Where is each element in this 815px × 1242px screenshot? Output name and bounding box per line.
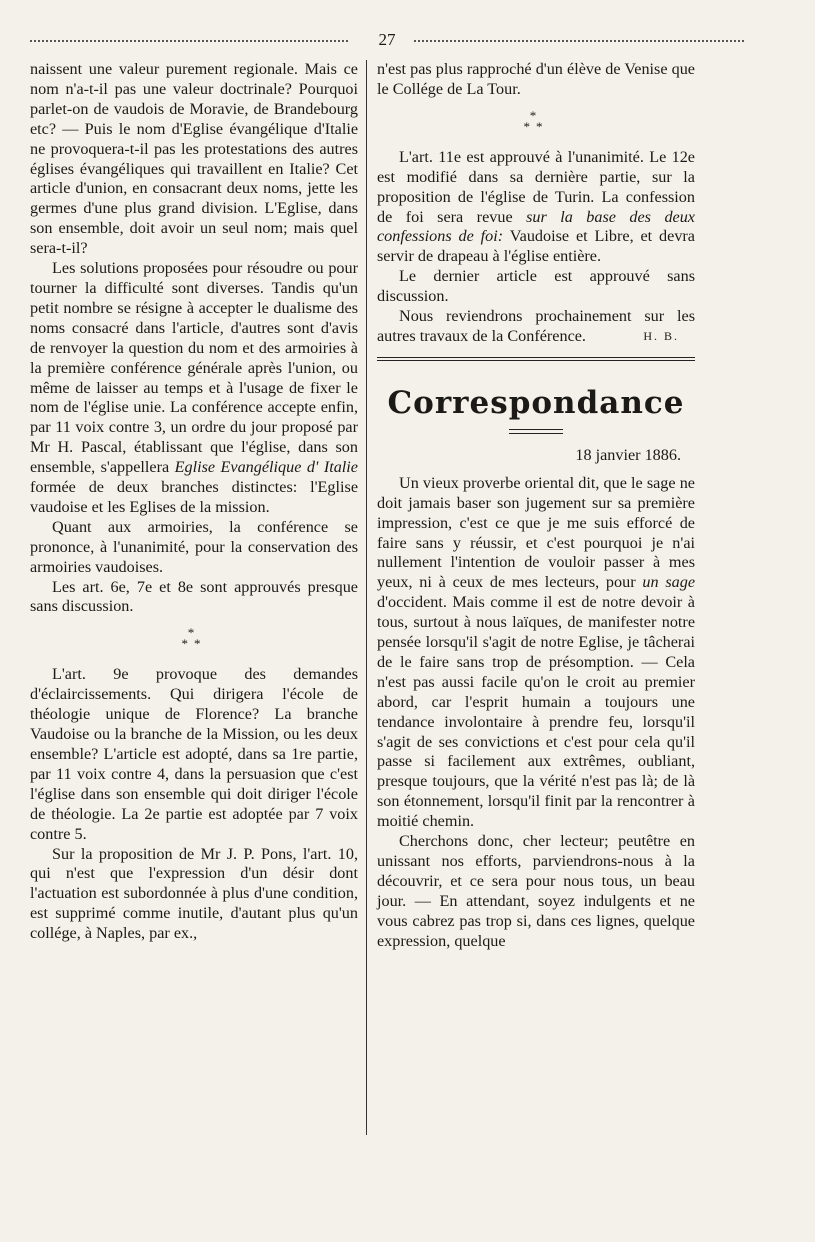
section-heading: Correspondance [387, 384, 685, 421]
paragraph: Sur la proposition de Mr J. P. Pons, l'art. 10, qui n'est que l'expression d'un désir dont l'actuation est subordonnée à plus d'une condition, est supprimé comme inutile, d'autant plus qu'un collége, à Naples, par ex., [30, 844, 358, 943]
paragraph: L'art. 9e provoque des demandes d'éclaircissements. Qui dirigera l'école de théologie unique de Florence? La branche Vaudoise ou la branche de la Mission, ou les deux ensemble? L'article est adopté, dans sa 1re partie, par 11 voix contre 4, dans la persuasion que c'est l'église dans son ensemble qui doit diriger l'école de théologie. La 2e partie est adoptée par 7 voix contre 5. [30, 665, 358, 843]
paragraph: Les art. 6e, 7e et 8e sont approuvés presque sans discussion. [30, 577, 358, 616]
header-ornament-left [30, 40, 348, 42]
section-stars: * ** [181, 625, 207, 652]
paragraph: Nous reviendrons prochainement sur les autres travaux de la Conférence. H. B. [377, 307, 695, 345]
paragraph: Cherchons donc, cher lecteur; peutêtre en unissant nos efforts, parviendrons-nous à la découvrir, et ce sera pour nous tous, un beau jour. — En attendant, soyez indulgents et ne vous cabrez pas trop si, dans ces lignes, quelque expression, quelque [377, 832, 695, 950]
letter-date: 18 janvier 1886. [575, 445, 681, 464]
church-name: Eglise Evangélique d' Italie [174, 458, 358, 477]
section-stars: * ** [523, 107, 549, 134]
right-column [377, 60, 695, 952]
section-rule [377, 357, 695, 361]
paragraph: Un vieux proverbe oriental dit, que le sage ne doit jamais baser son jugement sur sa première impression, c'est ce que je me suis efforcé de faire sans y réussir, et c'est pourquoi je n'ai nullement l'intention de vouloir passer à mes yeux, ni à ceux de mes lecteurs, pour un sage d'occident. Mais comme il est de notre devoir à tous, surtout à nous laïques, de manifester notre pensée lorsqu'il s'agit de notre Eglise, je tâcherai de le faire sans trop de présomption. — Cela n'est pas aussi facile qu'on le croit au premier abord, car l'esprit humain a toujours une tendance involontaire à prendre feu, lorsqu'il s'agit de ses convictions et c'est pour cela qu'il passe si facilement aux extrêmes, oubliant, presque toujours, que la vérité n'est pas là; de là son étonnement, lorsqu'il finit par la rencontrer à moitié chemin. [377, 473, 695, 831]
paragraph: Le dernier article est approuvé sans discussion. [377, 267, 695, 306]
author-initials: H. B. [643, 328, 679, 343]
paragraph: naissent une valeur purement regionale. Mais ce nom n'a-t-il pas une valeur doctrinale? Pourquoi parlet-on de vaudois de Moravie, de Brandebourg etc? — Puis le nom d'Eglise évangélique d'Italie ne provoquera-t-il pas les protestations des autres églises évangéliques qui travaillent en Italie? Cet article d'union, en consacrant deux noms, jette les germes d'une plus grand division. L'Eglise, dans son ensemble, doit avoir un seul nom; mais quel sera-t-il? [30, 60, 358, 258]
paragraph: Quant aux armoiries, la conférence se prononce, à l'unanimité, pour la conservation des armoiries vaudoises. [30, 517, 358, 576]
column-divider [366, 60, 367, 1135]
page-header [30, 30, 790, 50]
page-number: 27 [378, 30, 396, 49]
left-column [30, 60, 358, 944]
heading-ornament [509, 429, 563, 434]
header-ornament-right [414, 40, 744, 42]
paragraph: L'art. 11e est approuvé à l'unanimité. Le 12e est modifié dans sa dernière partie, sur la proposition de l'église de Turin. La confession de foi sera revue sur la base des deux confessions de foi: Vaudoise et Libre, et devra servir de drapeau à l'église entière. [377, 147, 695, 266]
paragraph: n'est pas plus rapproché d'un élève de Venise que le Collége de La Tour. [377, 60, 695, 98]
paragraph: Les solutions proposées pour résoudre ou pour tourner la difficulté sont diverses. Tandis qu'un petit nombre se résigne à accepter le dualisme des noms consacré dans l'article, d'autres sont d'avis de renvoyer la question du nom et des armoiries à la première conférence générale après l'union, ou même de laisser au temps et à l'usage de fixer le nom de l'église unie. La conférence accepte enfin, par 11 voix contre 3, un ordre du jour proposé par Mr H. Pascal, établissant que l'église, dans son ensemble, s'appellera Eglise Evangélique d' Italie formée de deux branches distinctes: l'Eglise vaudoise et les Eglises de la mission. [30, 259, 358, 516]
